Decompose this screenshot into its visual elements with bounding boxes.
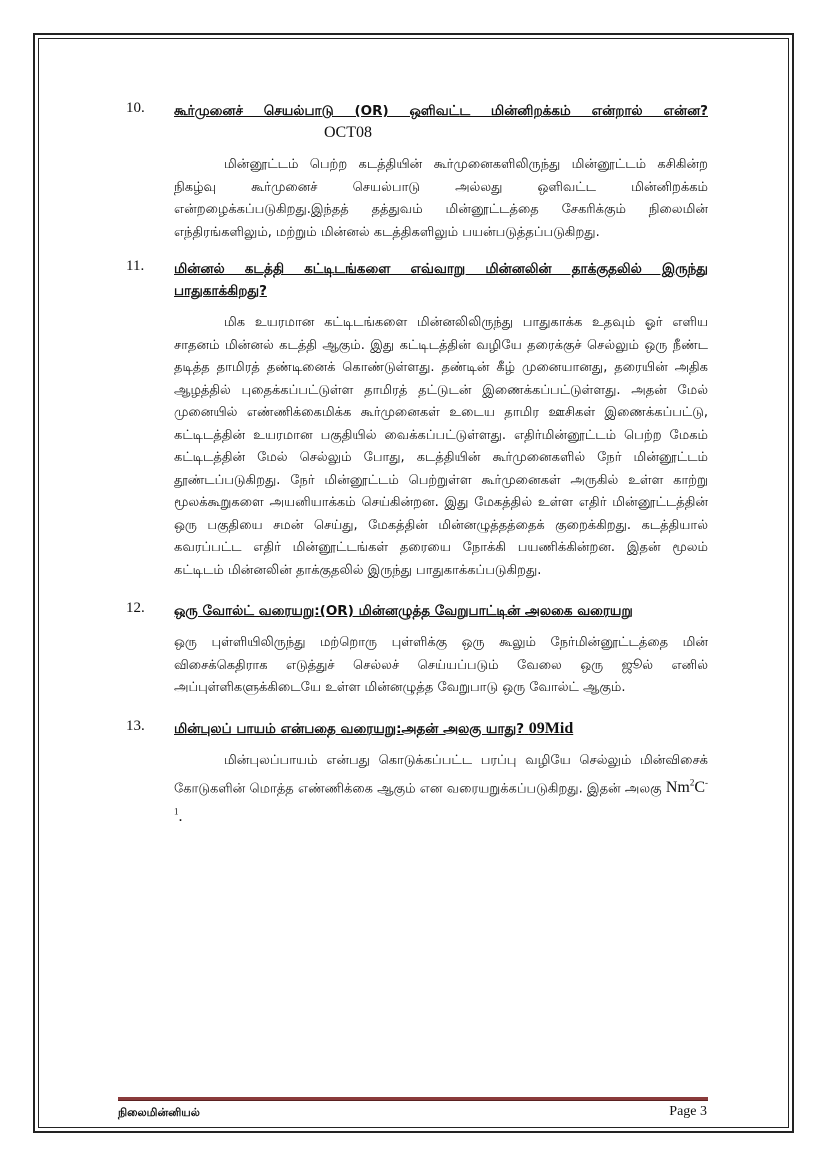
unit-base: Nm: [665, 779, 690, 797]
question-number: 13.: [126, 717, 145, 734]
question-11: [118, 258, 708, 582]
question-number: 12.: [126, 600, 145, 616]
question-title-text: மின்புலப் பாயம் என்பதை வரையறு:அதன் அலகு யாது?: [174, 720, 525, 737]
footer-chapter-title: நிலைமின்னியல்: [118, 1106, 200, 1119]
page-number: Page 3: [669, 1104, 707, 1119]
question-title: [174, 718, 708, 740]
answer-paragraph: மின்னூட்டம் பெற்ற கடத்தியின் கூர்முனைகளிலிருந்து மின்னூட்டம் கசிகின்ற நிகழ்வு கூர்முனைச் செயல்பாடு அல்லது ஒளிவட்ட மின்னிறக்கம் என்றழைக்கப்படுகிறது.இந்தத் தத்துவம் மின்னூட்டத்தை சேகரிக்கும் நிலைமின் எந்திரங்களிலும், மற்றும் மின்னல் கடத்திகளிலும் பயன்படுத்தப்படுகிறது.: [174, 157, 708, 240]
footer-divider: [118, 1097, 708, 1101]
exam-tag: 09Mid: [528, 719, 574, 737]
question-number: 10.: [126, 100, 145, 116]
question-title: மின்னல் கடத்தி கட்டிடங்களை எவ்வாறு மின்னலின் தாக்குதலில் இருந்து பாதுகாக்கிறது?: [174, 261, 708, 299]
question-title: ஒரு வோல்ட் வரையறு:(OR) மின்னழுத்த வேறுபாட்டின் அலகை வரையறு: [174, 603, 633, 619]
answer-paragraph: [174, 750, 708, 830]
unit-exponent: -1: [174, 778, 708, 817]
answer-paragraph: மிக உயரமான கட்டிடங்களை மின்னலிலிருந்து பாதுகாக்க உதவும் ஓர் எளிய சாதனம் மின்னல் கடத்தி ஆகும். இது கட்டிடத்தின் வழியே தரைக்குச் செல்லும் ஒரு நீண்ட தடித்த தாமிரத் தண்டினைக் கொண்டுள்ளது. தண்டின் கீழ் முனையானது, தரையின் அதிக ஆழத்தில் புதைக்கப்பட்டுள்ள தாமிரத் தட்டுடன் இணைக்கப்பட்டுள்ளது. அதன் மேல் முனையில் எண்ணிக்கைமிக்க கூர்முனைகள் உடைய தாமிர ஊசிகள் இணைக்கப்பட்டு, கட்டிடத்தின் உயரமான பகுதியில் வைக்கப்பட்டுள்ளது. எதிர்மின்னூட்டம் பெற்ற மேகம் கட்டிடத்தின் மேல் செல்லும் போது, கடத்தியின் கூர்முனைகளில் நேர் மின்னூட்டம் தூண்டப்படுகிறது. நேர் மின்னூட்டம் பெற்றுள்ள கூர்முனைகள் அருகில் உள்ள காற்று மூலக்கூறுகளை அயனியாக்கம் செய்கின்றன. இது மேகத்தில் உள்ள எதிர் மின்னூட்டத்தின் ஒரு பகுதியை சமன் செய்து, மேகத்தின் மின்னழுத்தத்தைக் குறைக்கிறது. கடத்தியால் கவரப்பட்ட எதிர் மின்னூட்டங்கள் தரையை நோக்கி பயணிக்கின்றன. இதன் மூலம் கட்டிடம் மின்னலின் தாக்குதலில் இருந்து பாதுகாக்கப்படுகிறது.: [174, 315, 708, 578]
question-13: [118, 718, 708, 830]
question-number: 11.: [126, 258, 145, 274]
question-10: [118, 100, 708, 244]
document-body: [118, 100, 708, 846]
unit-period: .: [178, 808, 183, 826]
answer-paragraph: ஒரு புள்ளியிலிருந்து மற்றொரு புள்ளிக்கு ஒரு கூலும் நேர்மின்னூட்டத்தை மின் விசைக்கெதிராக எடுத்துச் செல்லச் செய்யப்படும் வேலை ஒரு ஜூல் எனில் அப்புள்ளிகளுக்கிடையே உள்ள மின்னழுத்த வேறுபாடு ஒரு வோல்ட் ஆகும்.: [174, 635, 708, 695]
exam-tag: OCT08: [324, 124, 372, 141]
unit-exponent: 2: [689, 778, 695, 788]
question-12: [118, 600, 708, 700]
question-title-text: கூர்முனைச் செயல்பாடு (OR) ஒளிவட்ட மின்னிறக்கம் என்றால் என்ன?: [174, 103, 708, 119]
unit-coulomb: C: [694, 779, 705, 797]
answer-text: மின்புலப்பாயம் என்பது கொடுக்கப்பட்ட பரப்பு வழியே செல்லும் மின்விசைக் கோடுகளின் மொத்த எண்ணிக்கை ஆகும் என வரையறுக்கப்படுகிறது. இதன் அலகு: [174, 752, 708, 797]
question-title: [174, 100, 708, 144]
